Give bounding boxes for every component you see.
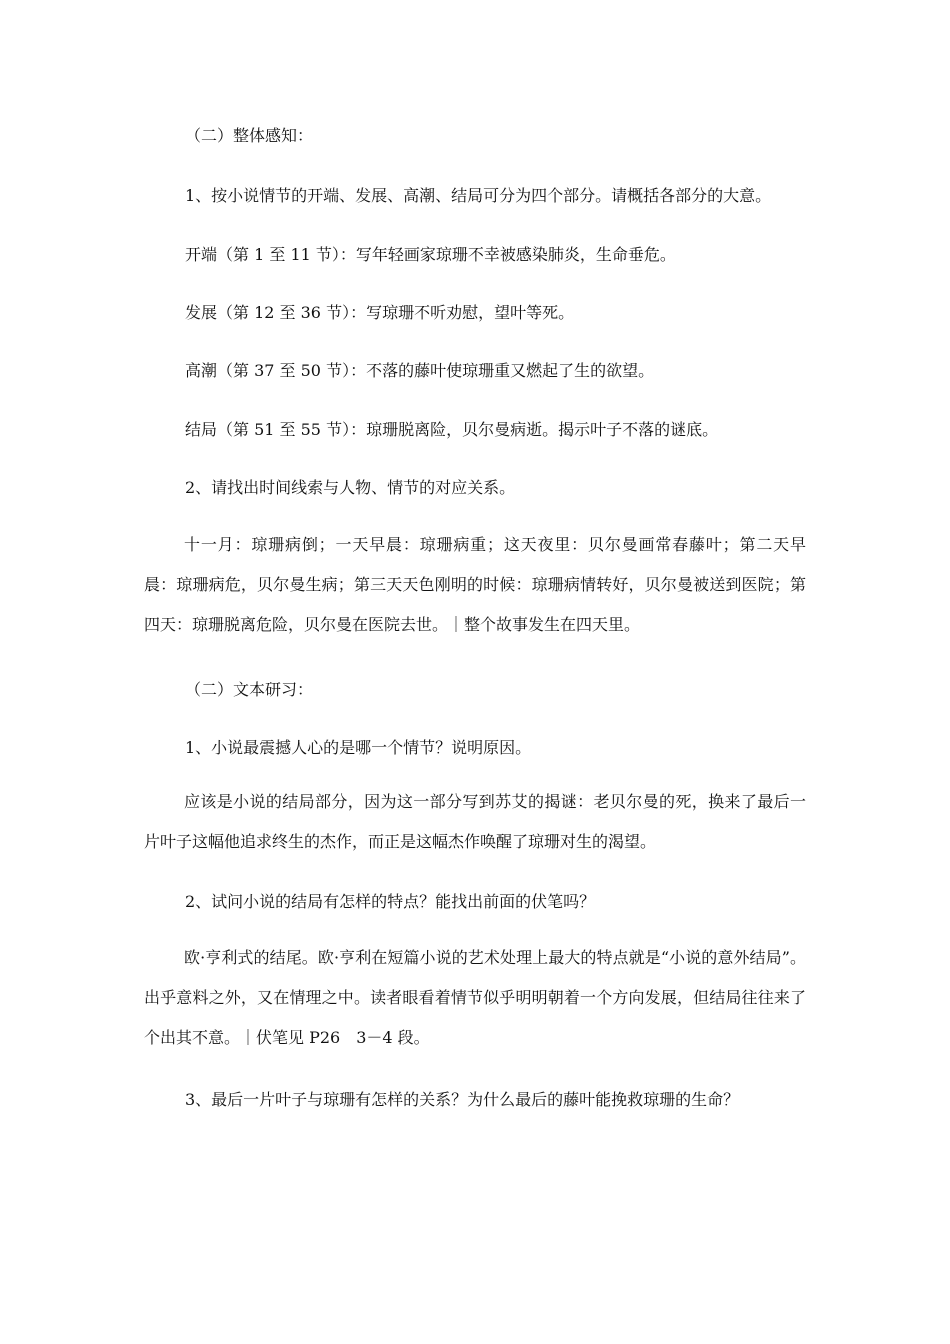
- plot-part-climax: 高潮（第 37 至 50 节）：不落的藤叶使琼珊重又燃起了生的欲望。: [185, 361, 655, 380]
- question-1: 1、按小说情节的开端、发展、高潮、结局可分为四个部分。请概括各部分的大意。: [185, 186, 772, 205]
- study-answer-2: 欧·亨利式的结尾。欧·亨利在短篇小说的艺术处理上最大的特点就是“小说的意外结局”。出乎意料之外，又在情理之中。读者眼看着情节似乎明明朝着一个方向发展，但结局往往来了个出其不意。｜伏笔见 P26 3－4 段。: [144, 948, 806, 1047]
- study-question-2: 2、试问小说的结局有怎样的特点？能找出前面的伏笔吗？: [185, 892, 596, 911]
- timeline-answer: 十一月：琼珊病倒；一天早晨：琼珊病重；这天夜里：贝尔曼画常春藤叶；第二天早晨：琼珊病危，贝尔曼生病；第三天天色刚明的时候：琼珊病情转好，贝尔曼被送到医院；第四天：琼珊脱离危险，贝尔曼在医院去世。｜整个故事发生在四天里。: [144, 535, 806, 634]
- study-answer-1: 应该是小说的结局部分，因为这一部分写到苏艾的揭谜：老贝尔曼的死，换来了最后一片叶子这幅他追求终生的杰作，而正是这幅杰作唤醒了琼珊对生的渴望。: [144, 792, 806, 851]
- question-2: 2、请找出时间线索与人物、情节的对应关系。: [185, 478, 516, 497]
- overall-perception-heading: （二）整体感知：: [185, 126, 314, 145]
- text-study-heading: （二）文本研习：: [185, 680, 314, 699]
- plot-part-ending: 结局（第 51 至 55 节）：琼珊脱离险，贝尔曼病逝。揭示叶子不落的谜底。: [185, 420, 719, 439]
- study-question-3: 3、最后一片叶子与琼珊有怎样的关系？为什么最后的藤叶能挽救琼珊的生命？: [185, 1090, 740, 1109]
- plot-part-opening: 开端（第 1 至 11 节）：写年轻画家琼珊不幸被感染肺炎，生命垂危。: [185, 245, 676, 264]
- plot-part-development: 发展（第 12 至 36 节）：写琼珊不听劝慰，望叶等死。: [185, 303, 575, 322]
- study-question-1: 1、小说最震撼人心的是哪一个情节？说明原因。: [185, 738, 532, 757]
